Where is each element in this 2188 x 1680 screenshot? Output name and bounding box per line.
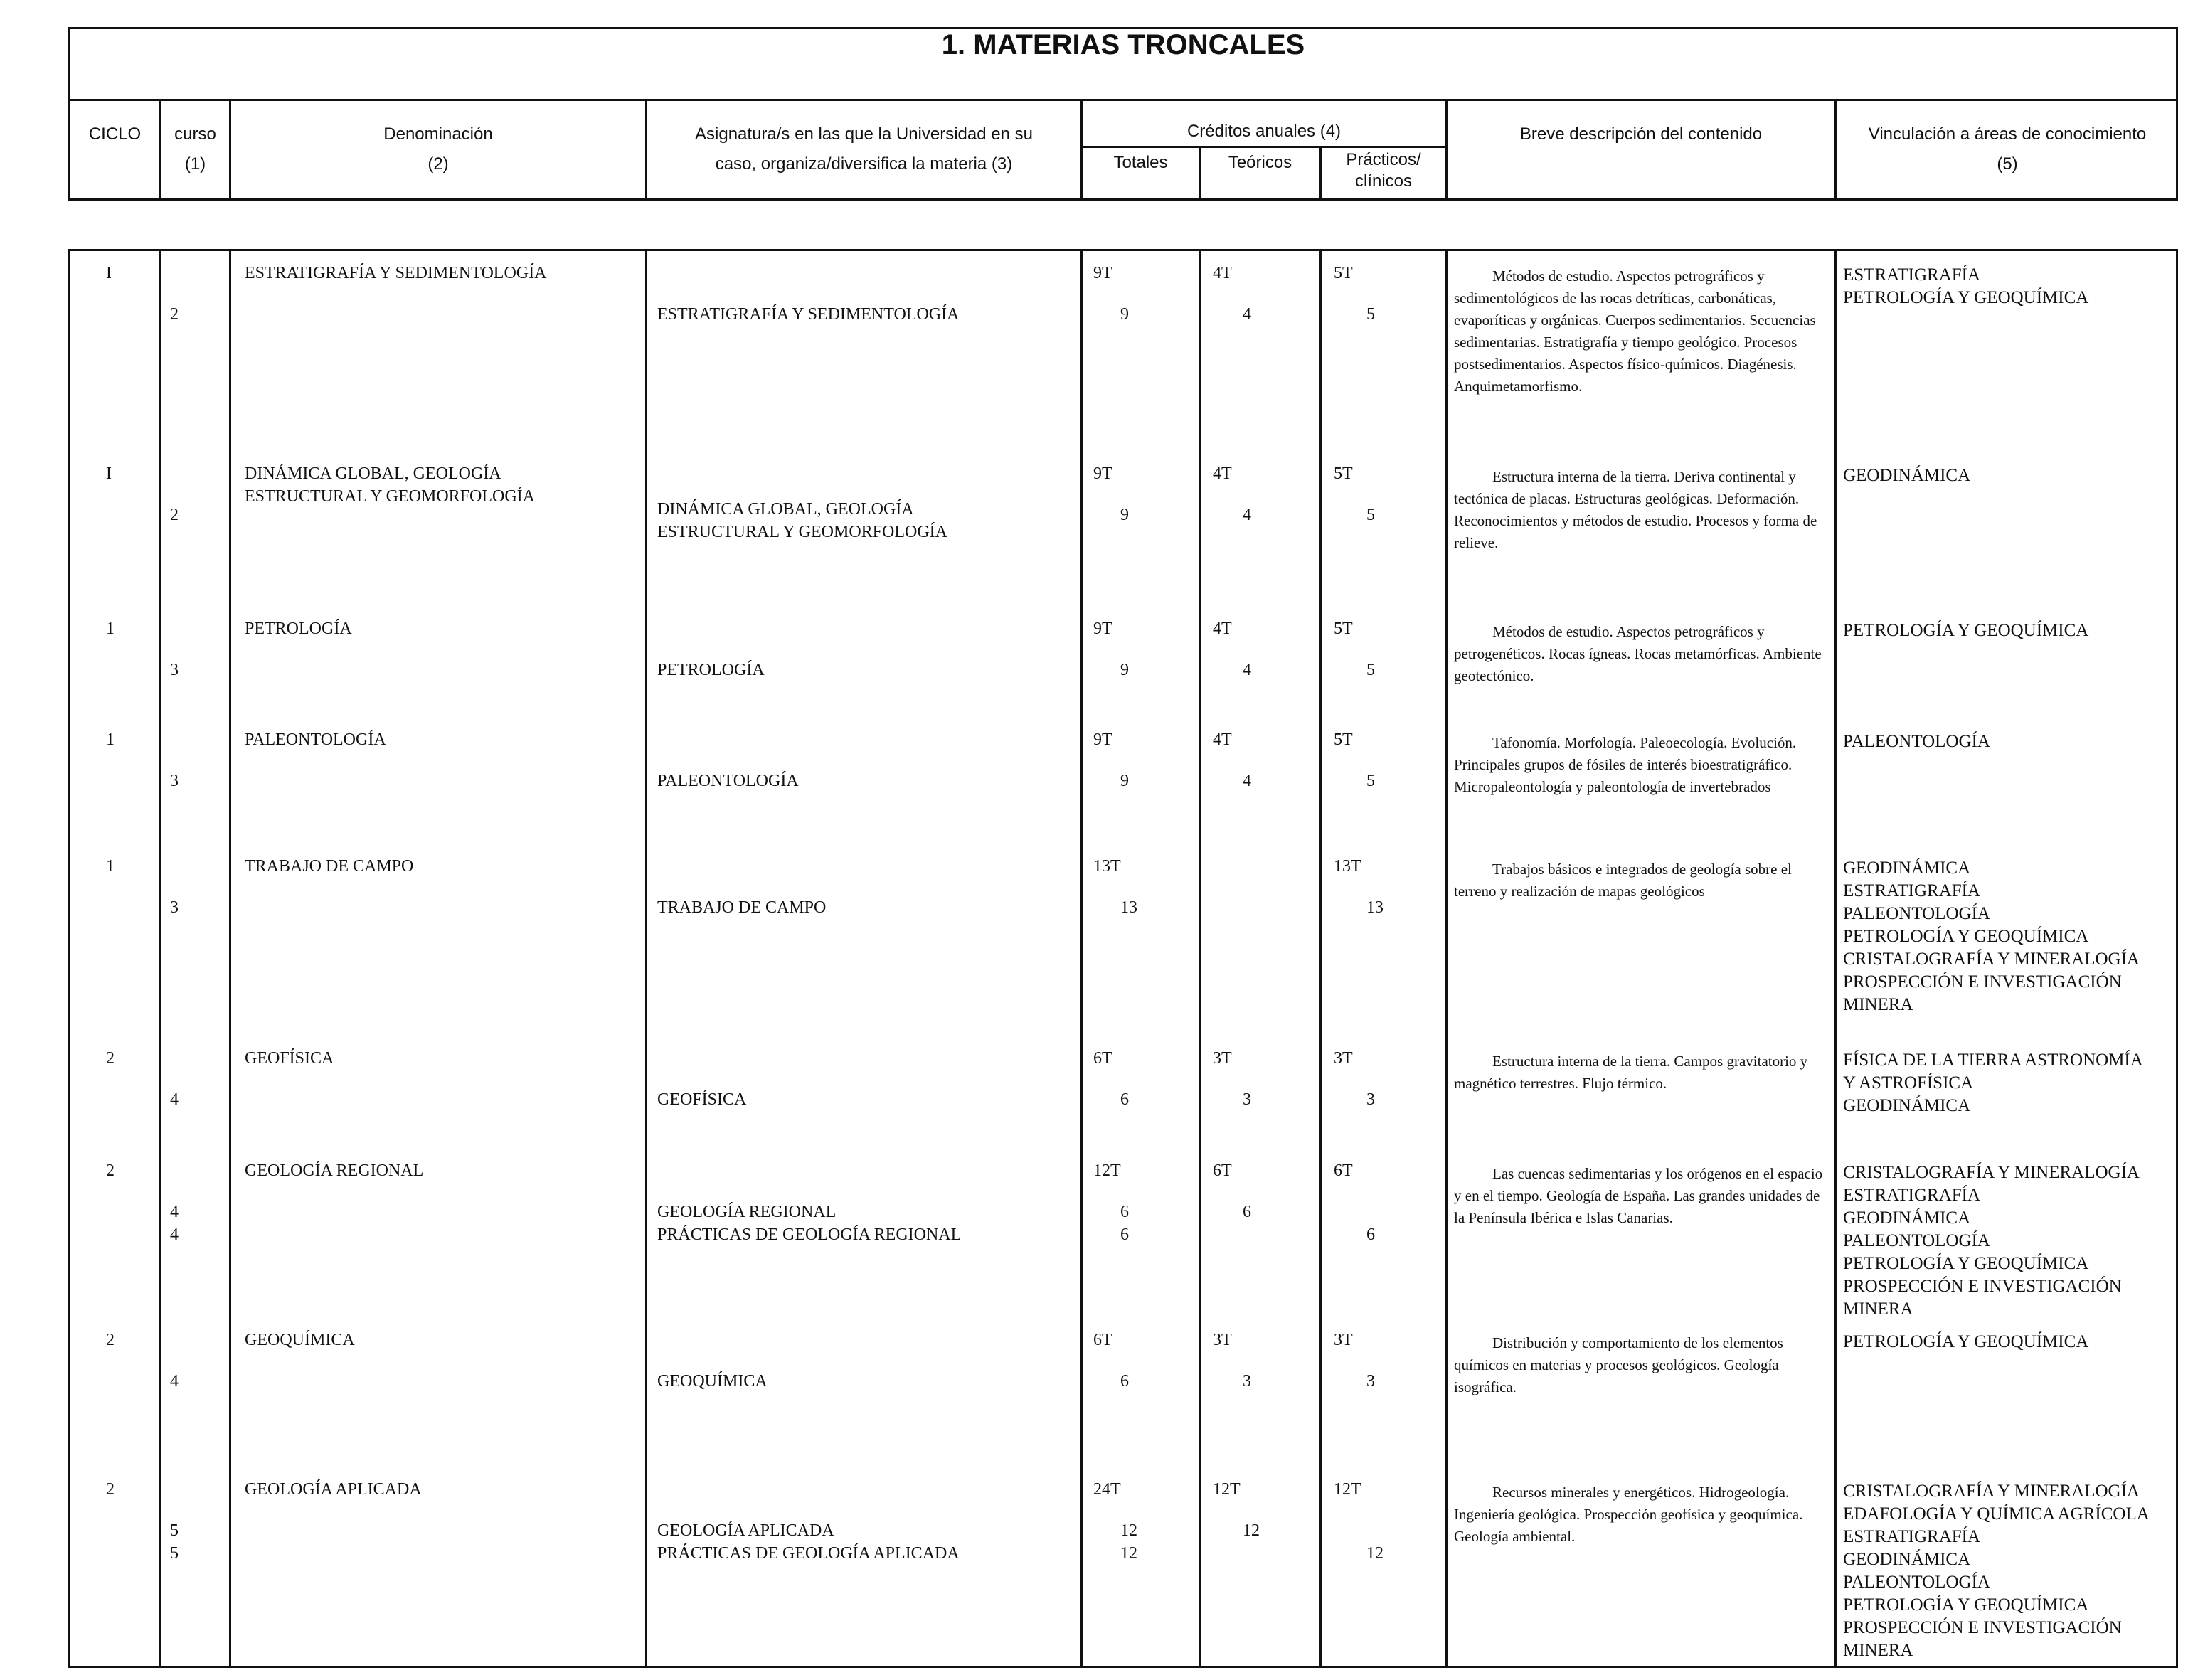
- divider: [645, 251, 647, 1666]
- area-item: FÍSICA DE LA TIERRA ASTRONOMÍA: [1843, 1051, 2143, 1070]
- area-item: PETROLOGÍA Y GEOQUÍMICA: [1843, 1254, 2089, 1273]
- cell-totales: 12: [1120, 1544, 1137, 1563]
- table-row: [70, 1049, 2176, 1115]
- cell-ciclo: 2: [106, 1331, 115, 1349]
- cell-practicos-t: 5T: [1334, 464, 1353, 483]
- cell-asignatura: PALEONTOLOGÍA: [657, 772, 799, 790]
- area-item: PALEONTOLOGÍA: [1843, 1573, 1990, 1592]
- header-practicos-line2: clínicos: [1354, 171, 1413, 191]
- cell-descripcion: Tafonomía. Morfología. Paleoecología. Evolución. Principales grupos de fósiles de interés bioestratigráfico. Micropaleontología y paleontología de invertebrados: [1454, 734, 1797, 795]
- cell-areas: [1843, 264, 2184, 309]
- header-creditos: Créditos anuales (4): [1186, 122, 1342, 141]
- cell-practicos-t: 3T: [1334, 1331, 1353, 1349]
- area-item: PETROLOGÍA Y GEOQUÍMICA: [1843, 1332, 2089, 1351]
- cell-descripcion: Las cuencas sedimentarias y los orógenos en el espacio y en el tiempo. Geología de España. Las grandes unidades de la Península Ibérica e Islas Canarias.: [1454, 1165, 1823, 1226]
- divider: [1834, 251, 1837, 1666]
- cell-descripcion: Recursos minerales y energéticos. Hidrogeología. Ingeniería geológica. Prospección geofísica y geoquímica. Geología ambiental.: [1454, 1484, 1803, 1545]
- cell-asignatura: GEOQUÍMICA: [657, 1372, 768, 1391]
- cell-curso: 3: [170, 661, 179, 679]
- table-row: [70, 857, 2176, 1014]
- cell-areas: [1843, 620, 2184, 642]
- cell-teoricos-t: 4T: [1213, 730, 1232, 749]
- header-denominacion: Denominación: [383, 124, 493, 144]
- cell-practicos: 5: [1366, 506, 1375, 524]
- divider: [159, 251, 161, 1666]
- cell-practicos-t: 13T: [1334, 857, 1361, 876]
- cell-curso: 4: [170, 1226, 179, 1244]
- cell-denominacion: GEOQUÍMICA: [245, 1331, 355, 1349]
- cell-totales-t: 13T: [1093, 857, 1121, 876]
- area-item: CRISTALOGRAFÍA Y MINERALOGÍA: [1843, 1482, 2140, 1501]
- cell-asignatura: ESTRUCTURAL Y GEOMORFOLOGÍA: [657, 523, 947, 541]
- cell-teoricos-t: 4T: [1213, 464, 1232, 483]
- cell-practicos-t: 3T: [1334, 1049, 1353, 1068]
- cell-totales: 12: [1120, 1521, 1137, 1540]
- divider: [229, 251, 231, 1666]
- cell-totales: 6: [1120, 1226, 1129, 1244]
- area-item: CRISTALOGRAFÍA Y MINERALOGÍA: [1843, 1163, 2140, 1182]
- area-item: ESTRATIGRAFÍA: [1843, 1527, 1981, 1546]
- cell-asignatura: GEOFÍSICA: [657, 1090, 747, 1109]
- cell-ciclo: I: [106, 464, 112, 483]
- cell-areas: [1843, 464, 2184, 487]
- cell-totales-t: 9T: [1093, 730, 1112, 749]
- cell-practicos-t: 5T: [1334, 730, 1353, 749]
- cell-totales-t: 6T: [1093, 1331, 1112, 1349]
- cell-teoricos-t: 3T: [1213, 1331, 1232, 1349]
- divider: [1445, 99, 1448, 201]
- cell-practicos: 3: [1366, 1372, 1375, 1391]
- area-item: PALEONTOLOGÍA: [1843, 732, 1990, 751]
- cell-areas: [1843, 730, 2184, 753]
- table-row: [70, 264, 2176, 395]
- area-item: GEODINÁMICA: [1843, 1096, 1971, 1115]
- cell-ciclo: I: [106, 264, 112, 282]
- area-item: PROSPECCIÓN E INVESTIGACIÓN: [1843, 1618, 2122, 1637]
- cell-descripcion: Estructura interna de la tierra. Deriva continental y tectónica de placas. Estructuras geológicas. Deformación. Reconocimientos y métodos de estudio. Procesos y forma de relieve.: [1454, 468, 1817, 551]
- cell-curso: 4: [170, 1203, 179, 1221]
- cell-teoricos: 4: [1243, 661, 1251, 679]
- table-body: [68, 249, 2178, 1668]
- header-curso-note: (1): [184, 154, 206, 174]
- cell-curso: 2: [170, 305, 179, 324]
- cell-teoricos: 12: [1243, 1521, 1260, 1540]
- divider: [1319, 251, 1322, 1666]
- cell-denominacion: PETROLOGÍA: [245, 620, 352, 638]
- cell-denominacion: GEOFÍSICA: [245, 1049, 334, 1068]
- area-item: PALEONTOLOGÍA: [1843, 904, 1990, 923]
- area-item: GEODINÁMICA: [1843, 1208, 1971, 1228]
- cell-totales-t: 9T: [1093, 264, 1112, 282]
- cell-areas: [1843, 1480, 2184, 1662]
- cell-curso: 3: [170, 898, 179, 917]
- cell-curso: 4: [170, 1372, 179, 1391]
- header-teoricos: Teóricos: [1228, 153, 1292, 172]
- cell-curso: 3: [170, 772, 179, 790]
- cell-totales: 6: [1120, 1203, 1129, 1221]
- cell-teoricos-t: 12T: [1213, 1480, 1241, 1499]
- cell-ciclo: 1: [106, 730, 115, 749]
- cell-totales: 9: [1120, 772, 1129, 790]
- cell-practicos: 12: [1366, 1544, 1384, 1563]
- cell-teoricos-t: 3T: [1213, 1049, 1232, 1068]
- cell-areas: [1843, 1331, 2184, 1354]
- cell-practicos: 3: [1366, 1090, 1375, 1109]
- area-item: PETROLOGÍA Y GEOQUÍMICA: [1843, 1595, 2089, 1615]
- cell-practicos-t: 5T: [1334, 620, 1353, 638]
- header-asignatura-line1: Asignatura/s en las que la Universidad en su: [695, 124, 1033, 144]
- header-ciclo: CICLO: [88, 124, 142, 144]
- cell-totales: 9: [1120, 305, 1129, 324]
- cell-asignatura: DINÁMICA GLOBAL, GEOLOGÍA: [657, 500, 914, 519]
- table-row: [70, 730, 2176, 795]
- area-item: GEODINÁMICA: [1843, 466, 1971, 485]
- area-item: PROSPECCIÓN E INVESTIGACIÓN: [1843, 1277, 2122, 1296]
- area-item: EDAFOLOGÍA Y QUÍMICA AGRÍCOLA: [1843, 1504, 2150, 1524]
- cell-denominacion: PALEONTOLOGÍA: [245, 730, 386, 749]
- cell-ciclo: 1: [106, 620, 115, 638]
- area-item: MINERA: [1843, 1641, 1913, 1660]
- page-title: 1. MATERIAS TRONCALES: [70, 29, 2176, 101]
- table-row: [70, 1480, 2176, 1660]
- header-vinculacion: Vinculación a áreas de conocimiento: [1868, 124, 2147, 144]
- table-row: [70, 1161, 2176, 1319]
- area-item: PETROLOGÍA Y GEOQUÍMICA: [1843, 927, 2089, 946]
- area-item: PETROLOGÍA Y GEOQUÍMICA: [1843, 288, 2089, 307]
- divider: [1080, 251, 1083, 1666]
- cell-teoricos: 4: [1243, 305, 1251, 324]
- cell-practicos-t: 12T: [1334, 1480, 1361, 1499]
- cell-practicos: 13: [1366, 898, 1384, 917]
- header-practicos-line1: Prácticos/: [1346, 150, 1421, 169]
- cell-teoricos-t: 4T: [1213, 264, 1232, 282]
- cell-curso: 2: [170, 506, 179, 524]
- area-item: ESTRATIGRAFÍA: [1843, 1186, 1981, 1205]
- header-vinculacion-note: (5): [1997, 154, 2018, 174]
- cell-teoricos: 3: [1243, 1372, 1251, 1391]
- cell-denominacion: ESTRATIGRAFÍA Y SEDIMENTOLOGÍA: [245, 264, 547, 282]
- cell-practicos: 5: [1366, 772, 1375, 790]
- cell-asignatura: TRABAJO DE CAMPO: [657, 898, 827, 917]
- table-header: [68, 27, 2178, 201]
- area-item: GEODINÁMICA: [1843, 1550, 1971, 1569]
- cell-areas: [1843, 857, 2184, 1016]
- cell-teoricos-t: 6T: [1213, 1161, 1232, 1180]
- cell-practicos: 6: [1366, 1226, 1375, 1244]
- cell-descripcion: Trabajos básicos e integrados de geología sobre el terreno y realización de mapas geológicos: [1454, 861, 1792, 900]
- header-descripcion: Breve descripción del contenido: [1519, 124, 1763, 144]
- area-item: PETROLOGÍA Y GEOQUÍMICA: [1843, 621, 2089, 640]
- header-curso: curso: [174, 124, 216, 144]
- cell-practicos-t: 5T: [1334, 264, 1353, 282]
- area-item: Y ASTROFÍSICA: [1843, 1073, 1974, 1092]
- cell-totales-t: 12T: [1093, 1161, 1121, 1180]
- area-item: GEODINÁMICA: [1843, 858, 1971, 878]
- cell-asignatura: GEOLOGÍA REGIONAL: [657, 1203, 837, 1221]
- cell-practicos-t: 6T: [1334, 1161, 1353, 1180]
- header-asignatura-line2: caso, organiza/diversifica la materia (3): [715, 154, 1013, 174]
- cell-totales-t: 24T: [1093, 1480, 1121, 1499]
- area-item: ESTRATIGRAFÍA: [1843, 881, 1981, 900]
- cell-descripcion: Métodos de estudio. Aspectos petrográficos y sedimentológicos de las rocas detríticas, carbonáticas, evaporíticas y orgánicas. Cuerpos sedimentarios. Secuencias sedimentarias. Estratigrafía y tiempo geológico. Procesos postsedimentarios. Aspectos físico-químicos. Diagénesis. Anquimetamorfismo.: [1454, 267, 1816, 395]
- area-item: PALEONTOLOGÍA: [1843, 1231, 1990, 1250]
- cell-practicos: 5: [1366, 661, 1375, 679]
- cell-descripcion: Métodos de estudio. Aspectos petrográficos y petrogenéticos. Rocas ígneas. Rocas metamórficas. Ambiente geotectónico.: [1454, 623, 1822, 684]
- cell-curso: 4: [170, 1090, 179, 1109]
- cell-areas: [1843, 1161, 2184, 1321]
- cell-totales: 9: [1120, 506, 1129, 524]
- cell-denominacion: ESTRUCTURAL Y GEOMORFOLOGÍA: [245, 487, 535, 506]
- cell-totales: 6: [1120, 1372, 1129, 1391]
- header-denominacion-note: (2): [427, 154, 449, 174]
- area-item: PROSPECCIÓN E INVESTIGACIÓN: [1843, 972, 2122, 991]
- cell-totales-t: 9T: [1093, 620, 1112, 638]
- cell-asignatura: PRÁCTICAS DE GEOLOGÍA APLICADA: [657, 1544, 960, 1563]
- cell-asignatura: GEOLOGÍA APLICADA: [657, 1521, 834, 1540]
- area-item: ESTRATIGRAFÍA: [1843, 265, 1981, 285]
- cell-teoricos-t: 4T: [1213, 620, 1232, 638]
- divider: [1199, 251, 1201, 1666]
- table-row: [70, 464, 2176, 551]
- cell-totales-t: 9T: [1093, 464, 1112, 483]
- cell-denominacion: GEOLOGÍA REGIONAL: [245, 1161, 424, 1180]
- cell-teoricos: 4: [1243, 506, 1251, 524]
- cell-asignatura: ESTRATIGRAFÍA Y SEDIMENTOLOGÍA: [657, 305, 960, 324]
- cell-descripcion: Distribución y comportamiento de los elementos químicos en materias y procesos geológicos. Geología isográfica.: [1454, 1334, 1783, 1395]
- cell-denominacion: TRABAJO DE CAMPO: [245, 857, 414, 876]
- cell-teoricos: 6: [1243, 1203, 1251, 1221]
- area-item: MINERA: [1843, 1299, 1913, 1319]
- cell-curso: 5: [170, 1521, 179, 1540]
- cell-denominacion: DINÁMICA GLOBAL, GEOLOGÍA: [245, 464, 501, 483]
- cell-curso: 5: [170, 1544, 179, 1563]
- cell-teoricos: 3: [1243, 1090, 1251, 1109]
- divider: [1080, 146, 1445, 148]
- cell-descripcion: Estructura interna de la tierra. Campos gravitatorio y magnético terrestres. Flujo térmico.: [1454, 1053, 1808, 1092]
- cell-asignatura: PETROLOGÍA: [657, 661, 765, 679]
- cell-ciclo: 2: [106, 1480, 115, 1499]
- cell-ciclo: 1: [106, 857, 115, 876]
- cell-practicos: 5: [1366, 305, 1375, 324]
- cell-totales-t: 6T: [1093, 1049, 1112, 1068]
- cell-teoricos: 4: [1243, 772, 1251, 790]
- cell-totales: 6: [1120, 1090, 1129, 1109]
- cell-totales: 9: [1120, 661, 1129, 679]
- divider: [1445, 251, 1448, 1666]
- cell-ciclo: 2: [106, 1049, 115, 1068]
- cell-denominacion: GEOLOGÍA APLICADA: [245, 1480, 422, 1499]
- cell-ciclo: 2: [106, 1161, 115, 1180]
- header-totales: Totales: [1113, 153, 1168, 172]
- cell-asignatura: PRÁCTICAS DE GEOLOGÍA REGIONAL: [657, 1226, 962, 1244]
- area-item: MINERA: [1843, 995, 1913, 1014]
- area-item: CRISTALOGRAFÍA Y MINERALOGÍA: [1843, 950, 2140, 969]
- cell-areas: [1843, 1049, 2184, 1117]
- cell-totales: 13: [1120, 898, 1137, 917]
